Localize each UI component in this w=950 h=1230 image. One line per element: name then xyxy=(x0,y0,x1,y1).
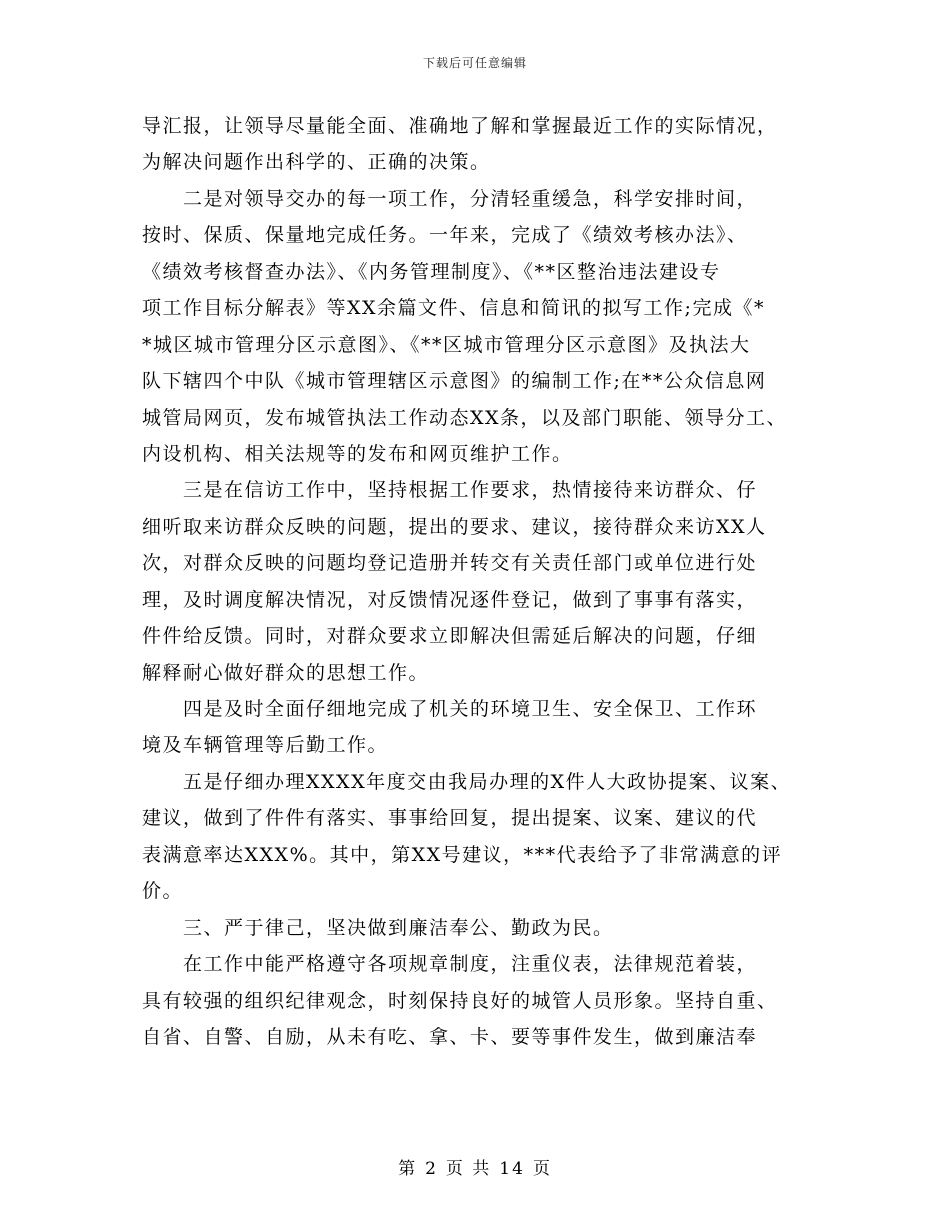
page-footer xyxy=(0,1154,950,1179)
text-line: 理，及时调度解决情况，对反馈情况逐件登记，做到了事事有落实， xyxy=(142,588,758,611)
text-line: 具有较强的组织纪律观念，时刻保持良好的城管人员形象。坚持自重、 xyxy=(142,989,778,1012)
text-line: 队下辖四个中队《城市管理辖区示意图》的编制工作;在**公众信息网 xyxy=(142,370,767,393)
footer-current-page: 2 xyxy=(425,1159,438,1179)
text-line: 三、严于律己，坚决做到廉洁奉公、勤政为民。 xyxy=(142,916,614,939)
text-line: 导汇报，让领导尽量能全面、准确地了解和掌握最近工作的实际情况， xyxy=(142,115,778,137)
text-line: 解释耐心做好群众的思想工作。 xyxy=(142,661,430,684)
text-line: 项工作目标分解表》等XX余篇文件、信息和简讯的拟写工作;完成《* xyxy=(142,297,765,320)
text-line: 建议，做到了件件有落实、事事给回复，提出提案、议案、建议的代 xyxy=(142,807,758,830)
text-line: 二是对领导交办的每一项工作，分清轻重缓急，科学安排时间， xyxy=(142,187,758,210)
document-body xyxy=(142,108,812,1055)
text-line: 四是及时全面仔细地完成了机关的环境卫生、安全保卫、工作环 xyxy=(142,698,758,720)
footer-total-pages: 14 xyxy=(499,1159,525,1179)
text-line: 五是仔细办理XXXX年度交由我局办理的X件人大政协提案、议案、 xyxy=(142,770,792,793)
text-line: 次，对群众反映的问题均登记造册并转交有关责任部门或单位进行处 xyxy=(142,552,758,575)
text-line: 表满意率达XXX%。其中，第XX号建议，***代表给予了非常满意的评 xyxy=(142,843,783,866)
text-line: 细听取来访群众反映的问题，提出的要求、建议，接待群众来访XX人 xyxy=(142,515,767,538)
text-line: *城区城市管理分区示意图》、《**区城市管理分区示意图》及执法大 xyxy=(142,333,751,356)
header-note: 下载后可任意编辑 xyxy=(422,56,527,70)
footer-label-page: 第 xyxy=(398,1159,418,1179)
text-line: 三是在信访工作中，坚持根据工作要求，热情接待来访群众、仔 xyxy=(142,479,758,502)
text-line: 按时、保质、保量地完成任务。一年来，完成了《绩效考核办法》、 xyxy=(142,224,748,247)
text-line: 自省、自警、自励，从未有吃、拿、卡、要等事件发生，做到廉洁奉 xyxy=(142,1025,758,1048)
text-line: 件件给反馈。同时，对群众要求立即解决但需延后解决的问题，仔细 xyxy=(142,625,758,648)
text-line: 境及车辆管理等后勤工作。 xyxy=(142,734,389,757)
text-line: 价。 xyxy=(142,880,184,903)
footer-label-of: 页 共 xyxy=(445,1159,492,1179)
footer-label-end: 页 xyxy=(532,1159,552,1179)
text-line: 城管局网页，发布城管执法工作动态XX条，以及部门职能、领导分工、 xyxy=(142,406,788,429)
text-line: 《绩效考核督查办法》、《内务管理制度》、《**区整治违法建设专 xyxy=(142,260,721,283)
text-line: 为解决问题作出科学的、正确的决策。 xyxy=(142,151,491,174)
text-line: 内设机构、相关法规等的发布和网页维护工作。 xyxy=(142,442,573,465)
text-line: 在工作中能严格遵守各项规章制度，注重仪表，法律规范着装， xyxy=(142,953,758,976)
